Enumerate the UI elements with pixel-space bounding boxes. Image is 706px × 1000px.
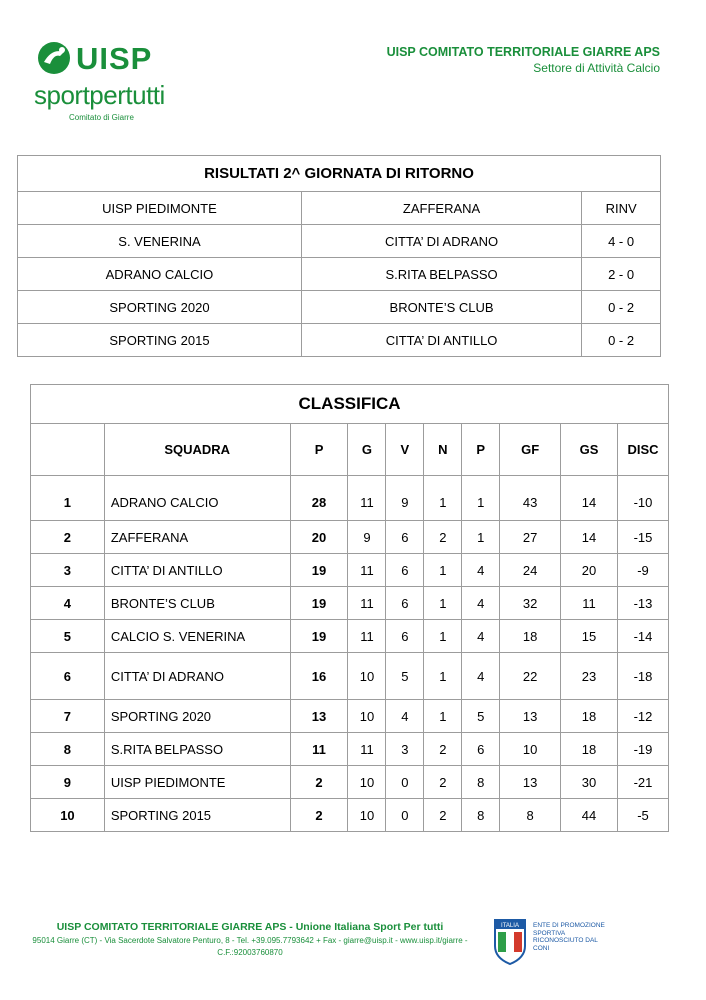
column-header: SQUADRA: [104, 424, 290, 476]
games-played: 10: [348, 700, 386, 733]
discipline: -21: [617, 766, 668, 799]
games-played: 11: [348, 620, 386, 653]
goals-for: 10: [500, 733, 561, 766]
coni-label: ITALIA: [501, 923, 519, 929]
wins: 6: [386, 620, 424, 653]
home-team: ADRANO CALCIO: [18, 258, 302, 291]
points: 19: [290, 620, 348, 653]
goals-against: 30: [561, 766, 618, 799]
team-name: SPORTING 2020: [104, 700, 290, 733]
draws: 2: [424, 799, 462, 832]
position: 5: [31, 620, 105, 653]
wins: 6: [386, 587, 424, 620]
losses: 4: [462, 587, 500, 620]
standings-row: [31, 521, 669, 554]
standings-row: [31, 799, 669, 832]
standings-row: [31, 476, 669, 521]
standings-row: [31, 620, 669, 653]
goals-for: 13: [500, 700, 561, 733]
position: 3: [31, 554, 105, 587]
wins: 0: [386, 799, 424, 832]
draws: 1: [424, 476, 462, 521]
points: 19: [290, 554, 348, 587]
draws: 1: [424, 700, 462, 733]
discipline: -5: [617, 799, 668, 832]
wins: 6: [386, 554, 424, 587]
position: 9: [31, 766, 105, 799]
draws: 2: [424, 521, 462, 554]
losses: 4: [462, 620, 500, 653]
wins: 5: [386, 653, 424, 700]
coni-badge: [493, 918, 643, 968]
team-name: S.RITA BELPASSO: [104, 733, 290, 766]
goals-against: 20: [561, 554, 618, 587]
organization-name: UISP COMITATO TERRITORIALE GIARRE APS: [386, 45, 660, 59]
match-score: RINV: [582, 192, 661, 225]
discipline: -18: [617, 653, 668, 700]
position: 1: [31, 476, 105, 521]
standings-row: [31, 700, 669, 733]
losses: 1: [462, 476, 500, 521]
match-score: 0 - 2: [582, 291, 661, 324]
goals-for: 32: [500, 587, 561, 620]
draws: 1: [424, 587, 462, 620]
draws: 1: [424, 554, 462, 587]
results-title: RISULTATI 2^ GIORNATA DI RITORNO: [18, 156, 661, 192]
match-score: 0 - 2: [582, 324, 661, 357]
match-score: 2 - 0: [582, 258, 661, 291]
footer: [30, 920, 470, 959]
organization-header: [387, 44, 660, 76]
match-row: [18, 291, 661, 324]
match-score: 4 - 0: [582, 225, 661, 258]
column-header: DISC: [617, 424, 668, 476]
home-team: S. VENERINA: [18, 225, 302, 258]
discipline: -14: [617, 620, 668, 653]
position: 2: [31, 521, 105, 554]
draws: 1: [424, 620, 462, 653]
points: 20: [290, 521, 348, 554]
wins: 6: [386, 521, 424, 554]
team-name: UISP PIEDIMONTE: [104, 766, 290, 799]
goals-against: 44: [561, 799, 618, 832]
discipline: -10: [617, 476, 668, 521]
match-row: [18, 192, 661, 225]
games-played: 11: [348, 733, 386, 766]
games-played: 10: [348, 799, 386, 832]
wins: 0: [386, 766, 424, 799]
team-name: ZAFFERANA: [104, 521, 290, 554]
coni-text: ENTE DI PROMOZIONE SPORTIVA RICONOSCIUTO DAL CONI: [533, 922, 605, 952]
discipline: -12: [617, 700, 668, 733]
goals-for: 18: [500, 620, 561, 653]
match-row: [18, 258, 661, 291]
logo-subtitle: Comitato di Giarre: [69, 113, 134, 122]
footer-address: 95014 Giarre (CT) - Via Sacerdote Salvatore Penturo, 8 - Tel. +39.095.7793642 + Fax - giarre@uisp.it - www.uisp.it/giarre - C.F.:92003760870: [32, 936, 468, 957]
wins: 4: [386, 700, 424, 733]
match-row: [18, 324, 661, 357]
losses: 8: [462, 766, 500, 799]
home-team: SPORTING 2015: [18, 324, 302, 357]
goals-for: 43: [500, 476, 561, 521]
results-table: [17, 155, 661, 357]
games-played: 9: [348, 521, 386, 554]
standings-title: CLASSIFICA: [31, 385, 669, 424]
games-played: 11: [348, 554, 386, 587]
draws: 2: [424, 766, 462, 799]
standings-row: [31, 733, 669, 766]
away-team: ZAFFERANA: [301, 192, 581, 225]
team-name: CALCIO S. VENERINA: [104, 620, 290, 653]
games-played: 11: [348, 587, 386, 620]
column-header: P: [290, 424, 348, 476]
points: 13: [290, 700, 348, 733]
goals-for: 13: [500, 766, 561, 799]
footer-organization: UISP COMITATO TERRITORIALE GIARRE APS - Unione Italiana Sport Per tutti: [56, 921, 444, 933]
logo-tagline: sportpertutti: [34, 80, 165, 110]
draws: 1: [424, 653, 462, 700]
games-played: 11: [348, 476, 386, 521]
standings-row: [31, 587, 669, 620]
away-team: BRONTE’S CLUB: [301, 291, 581, 324]
match-row: [18, 225, 661, 258]
goals-against: 14: [561, 521, 618, 554]
wins: 3: [386, 733, 424, 766]
points: 11: [290, 733, 348, 766]
column-header: P: [462, 424, 500, 476]
goals-for: 27: [500, 521, 561, 554]
games-played: 10: [348, 653, 386, 700]
discipline: -15: [617, 521, 668, 554]
italia-shield-icon: [493, 918, 527, 966]
column-header: G: [348, 424, 386, 476]
team-name: ADRANO CALCIO: [104, 476, 290, 521]
games-played: 10: [348, 766, 386, 799]
runner-icon: [34, 40, 74, 76]
column-header: GS: [561, 424, 618, 476]
position: 6: [31, 653, 105, 700]
team-name: SPORTING 2015: [104, 799, 290, 832]
home-team: SPORTING 2020: [18, 291, 302, 324]
losses: 8: [462, 799, 500, 832]
position: 8: [31, 733, 105, 766]
team-name: CITTA’ DI ANTILLO: [104, 554, 290, 587]
team-name: CITTA’ DI ADRANO: [104, 653, 290, 700]
column-header: V: [386, 424, 424, 476]
home-team: UISP PIEDIMONTE: [18, 192, 302, 225]
draws: 2: [424, 733, 462, 766]
goals-against: 18: [561, 700, 618, 733]
away-team: CITTA’ DI ADRANO: [301, 225, 581, 258]
goals-for: 22: [500, 653, 561, 700]
position: 7: [31, 700, 105, 733]
discipline: -19: [617, 733, 668, 766]
column-header: GF: [500, 424, 561, 476]
losses: 4: [462, 653, 500, 700]
goals-for: 8: [500, 799, 561, 832]
goals-against: 15: [561, 620, 618, 653]
away-team: S.RITA BELPASSO: [301, 258, 581, 291]
goals-for: 24: [500, 554, 561, 587]
losses: 4: [462, 554, 500, 587]
position: 10: [31, 799, 105, 832]
discipline: -9: [617, 554, 668, 587]
discipline: -13: [617, 587, 668, 620]
standings-table: [30, 384, 669, 832]
points: 28: [290, 476, 348, 521]
logo-wordmark: UISP: [76, 41, 153, 76]
goals-against: 11: [561, 587, 618, 620]
points: 19: [290, 587, 348, 620]
points: 16: [290, 653, 348, 700]
uisp-logo: [34, 40, 184, 130]
position: 4: [31, 587, 105, 620]
losses: 6: [462, 733, 500, 766]
away-team: CITTA’ DI ANTILLO: [301, 324, 581, 357]
losses: 1: [462, 521, 500, 554]
losses: 5: [462, 700, 500, 733]
organization-sector: Settore di Attività Calcio: [533, 61, 660, 75]
wins: 9: [386, 476, 424, 521]
team-name: BRONTE’S CLUB: [104, 587, 290, 620]
points: 2: [290, 799, 348, 832]
points: 2: [290, 766, 348, 799]
standings-row: [31, 653, 669, 700]
column-header: [31, 424, 105, 476]
goals-against: 14: [561, 476, 618, 521]
goals-against: 18: [561, 733, 618, 766]
standings-row: [31, 554, 669, 587]
column-header: N: [424, 424, 462, 476]
standings-row: [31, 766, 669, 799]
goals-against: 23: [561, 653, 618, 700]
